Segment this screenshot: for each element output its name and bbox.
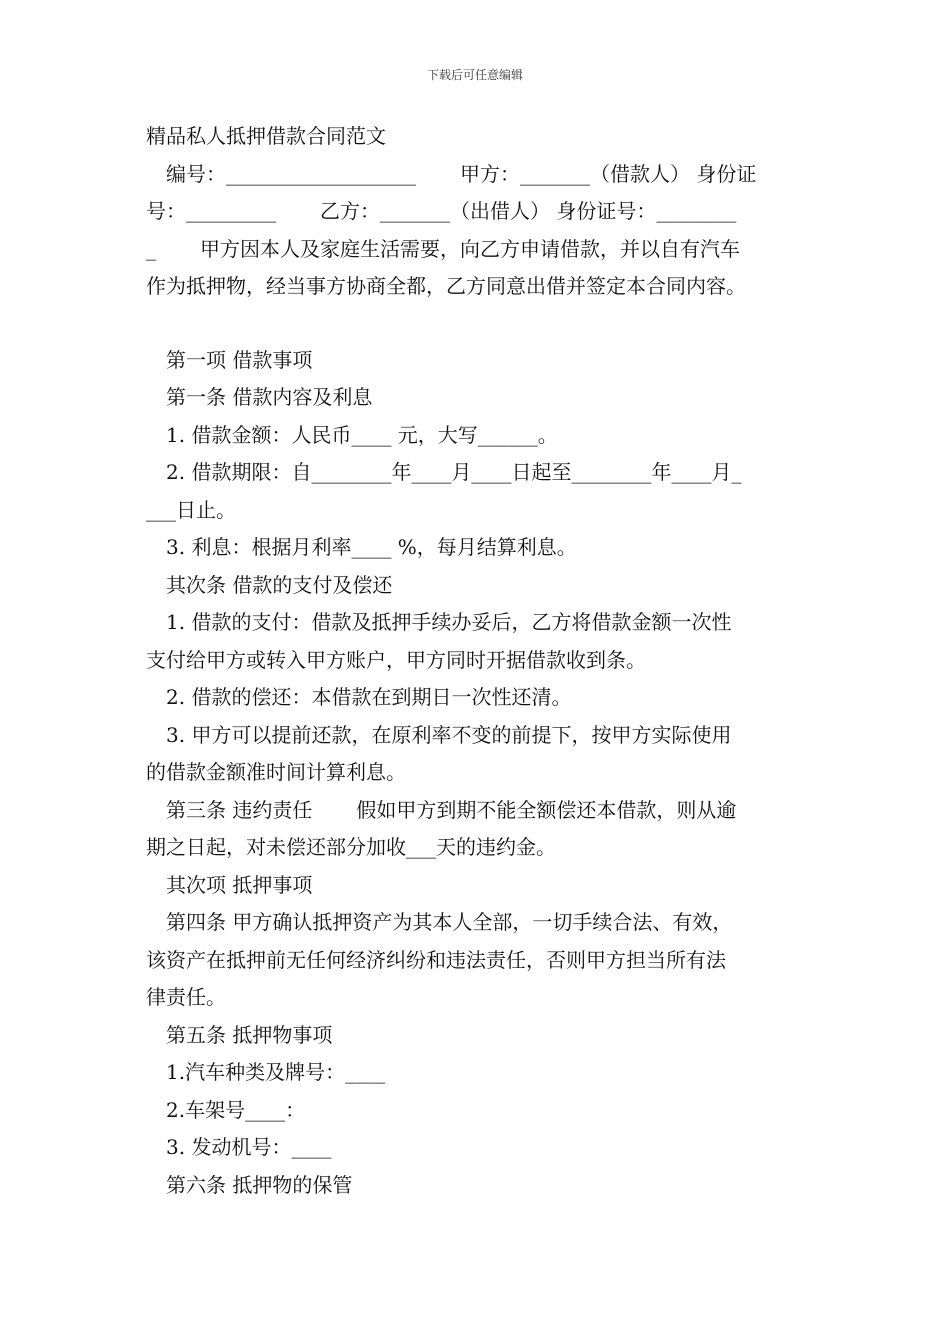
article-5-item-3: 3. 发动机号：____ xyxy=(166,1135,332,1159)
article-2-item-3: 3. 甲方可以提前还款，在原利率不变的前提下，按甲方实际使用 xyxy=(166,722,732,747)
section-1-heading: 第一项 借款事项 xyxy=(166,347,313,372)
intro-line-4: 作为抵押物，经当事方协商全都，乙方同意出借并签定本合同内容。 xyxy=(146,274,746,298)
article-1-item-2: 2. 借款期限：自________年____月____日起至________年____月_ xyxy=(166,460,742,484)
party-b-id-tail: _ xyxy=(146,236,156,261)
party-b-info: 乙方：_______（出借人） 身份证号：________ xyxy=(320,199,737,223)
article-3-heading: 第三条 违约责任 xyxy=(166,797,313,822)
article-5-item-2: 2.车架号____： xyxy=(166,1097,306,1122)
contract-number: 编号：___________________ xyxy=(166,161,416,186)
article-4: 第四条 甲方确认抵押资产为其本人全部，一切手续合法、有效， xyxy=(166,910,733,934)
article-5-heading: 第五条 抵押物事项 xyxy=(166,1022,333,1047)
intro-line-2 xyxy=(146,193,810,231)
contract-body xyxy=(146,118,810,1204)
page-header-note: 下载后可任意编辑 xyxy=(426,68,523,82)
article-2-item-3-cont: 的借款金额准时间计算利息。 xyxy=(146,760,406,784)
article-5-item-1: 1.汽车种类及牌号：____ xyxy=(166,1060,386,1084)
article-2-item-1: 1. 借款的支付：借款及抵押手续办妥后，乙方将借款金额一次性 xyxy=(166,610,732,634)
article-2-item-2: 2. 借款的偿还：本借款在到期日一次性还清。 xyxy=(166,685,572,709)
article-1-heading: 第一条 借款内容及利息 xyxy=(166,385,373,409)
document-title: 精品私人抵押借款合同范文 xyxy=(146,124,386,148)
intro-line-3 xyxy=(146,231,810,269)
article-1-item-2-cont: ___日止。 xyxy=(146,497,236,522)
article-2-item-1-cont: 支付给甲方或转入甲方账户，甲方同时开据借款收到条。 xyxy=(146,647,646,672)
article-6-heading: 第六条 抵押物的保管 xyxy=(166,1172,353,1197)
party-a-id: 号：_________ xyxy=(146,199,276,223)
party-a-info: 甲方：_______（借款人） 身份证 xyxy=(460,161,757,186)
article-1-item-1: 1. 借款金额：人民币____ 元，大写______。 xyxy=(166,422,558,447)
article-4-cont-1: 该资产在抵押前无任何经济纠纷和违法责任，否则甲方担当所有法 xyxy=(146,947,726,972)
article-3-cont: 期之日起，对未偿还部分加收___天的违约金。 xyxy=(146,835,556,859)
paragraph-gap xyxy=(146,306,810,342)
article-3 xyxy=(146,792,810,830)
article-2-heading: 其次条 借款的支付及偿还 xyxy=(166,572,393,597)
intro-line-1 xyxy=(146,156,810,194)
section-2-heading: 其次项 抵押事项 xyxy=(166,872,313,897)
article-3-text: 假如甲方到期不能全额偿还本借款，则从逾 xyxy=(356,797,737,822)
article-1-item-3: 3. 利息：根据月利率____ %，每月结算利息。 xyxy=(166,535,577,559)
article-4-cont-2: 律责任。 xyxy=(146,985,226,1009)
intro-purpose: 甲方因本人及家庭生活需要，向乙方申请借款，并以自有汽车 xyxy=(200,236,740,261)
